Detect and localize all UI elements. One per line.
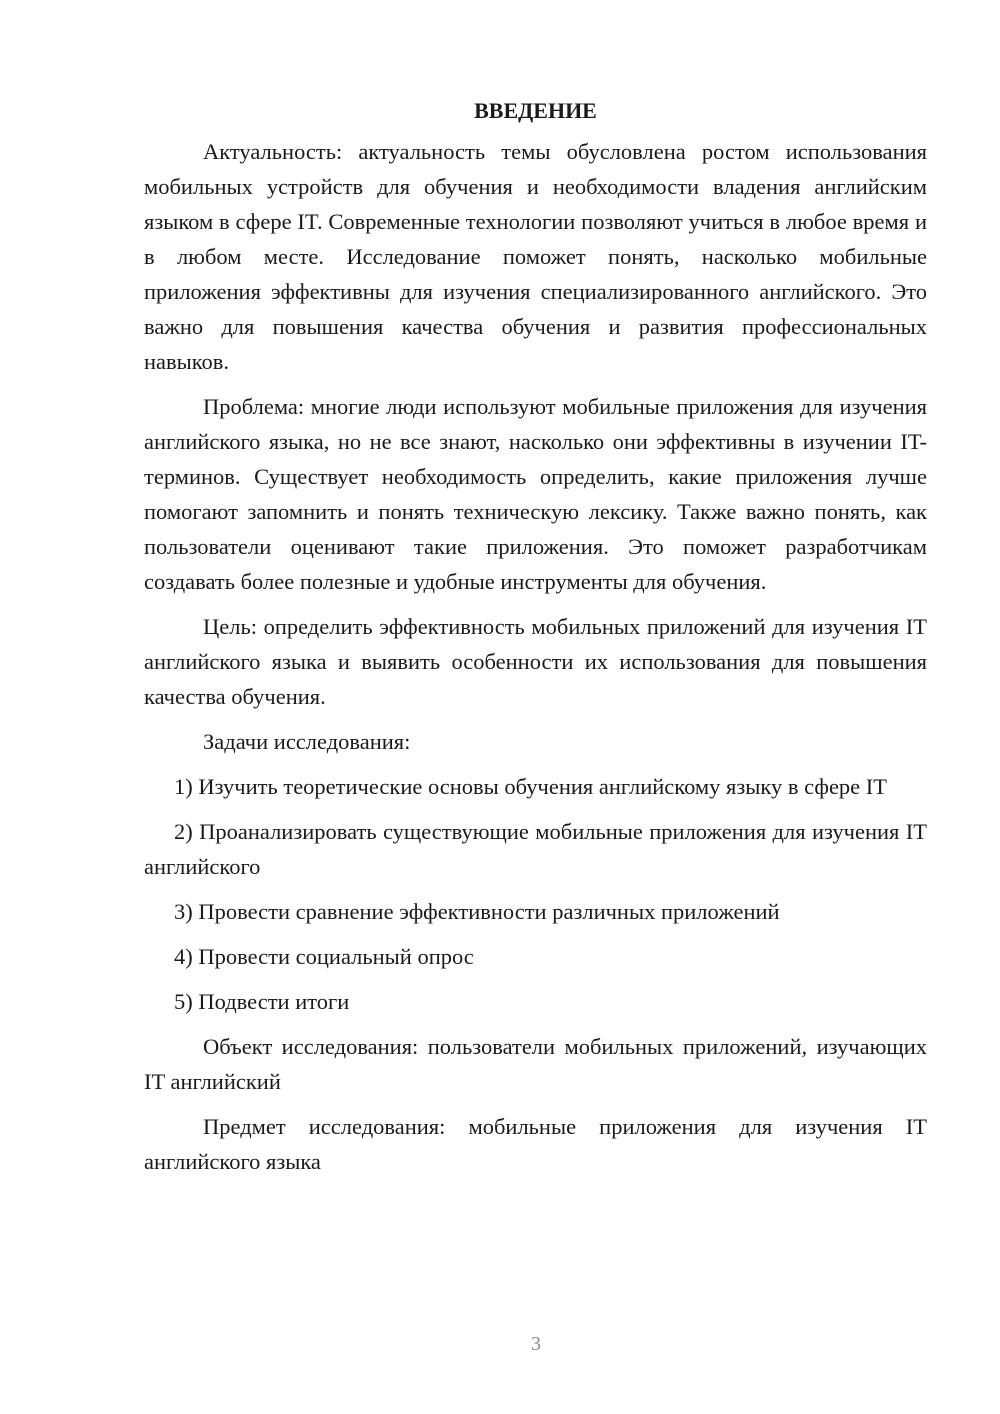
goal-paragraph: Цель: определить эффективность мобильных приложений для изучения IT английского языка и выявить особенности их использования для повышения качества обучения. <box>144 614 927 709</box>
subject-paragraph: Предмет исследования: мобильные приложения для изучения IT английского языка <box>144 1114 927 1174</box>
list-item: 1) Изучить теоретические основы обучения английскому языку в сфере IT <box>174 774 888 799</box>
tasks-list <box>144 769 927 1019</box>
tasks-title: Задачи исследования: <box>203 729 411 754</box>
list-item: 2) Проанализировать существующие мобильные приложения для изучения IT английского <box>144 819 927 879</box>
page-number: 3 <box>531 1333 541 1355</box>
list-item: 5) Подвести итоги <box>174 989 350 1014</box>
list-item: 3) Провести сравнение эффективности различных приложений <box>174 899 780 924</box>
list-item: 4) Провести социальный опрос <box>174 944 474 969</box>
page-title: ВВЕДЕНИЕ <box>474 98 597 123</box>
problem-paragraph: Проблема: многие люди используют мобильные приложения для изучения английского языка, но не все знают, насколько они эффективны в изучении IT-терминов. Существует необходимость определить, какие приложения лучше помогают запомнить и понять техническую лексику. Также важно понять, как пользователи оценивают такие приложения. Это поможет разработчикам создавать более полезные и удобные инструменты для обучения. <box>144 394 927 594</box>
object-paragraph: Объект исследования: пользователи мобильных приложений, изучающих IT английский <box>144 1034 927 1094</box>
relevance-paragraph: Актуальность: актуальность темы обусловлена ростом использования мобильных устройств для обучения и необходимости владения английским языком в сфере IT. Современные технологии позволяют учиться в любое время и в любом месте. Исследование поможет понять, насколько мобильные приложения эффективны для изучения специализированного английского. Это важно для повышения качества обучения и развития профессиональных навыков. <box>144 139 927 374</box>
document-page <box>144 96 927 1189</box>
